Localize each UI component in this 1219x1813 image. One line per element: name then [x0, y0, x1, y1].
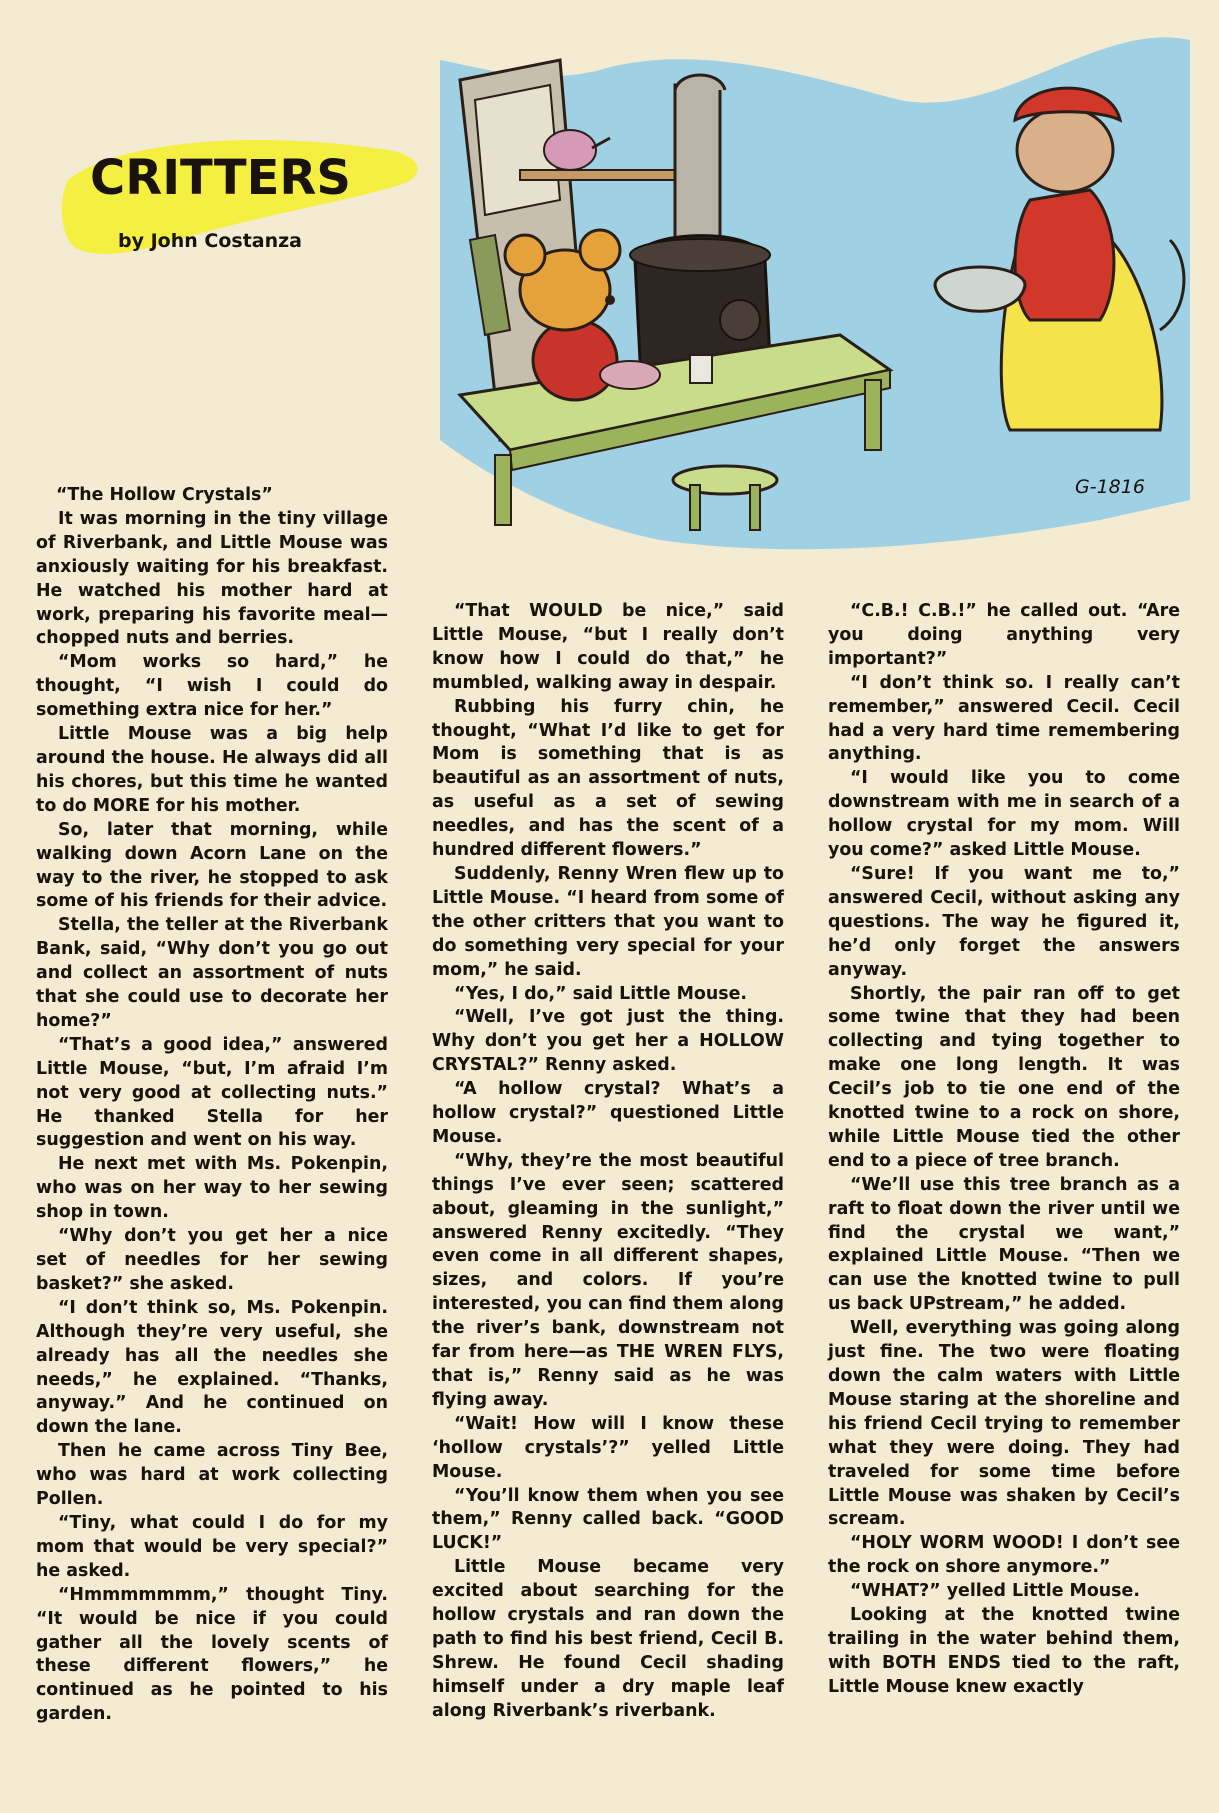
paragraph: Little Mouse was a big help around the house. He always did all his chores, but this time he wanted to do MORE for his mother.: [36, 724, 388, 816]
paragraph: “HOLY WORM WOOD! I don’t see the rock on shore anymore.”: [828, 1533, 1180, 1578]
paragraph: “We’ll use this tree branch as a raft to float down the river until we find the crystal we want,” explained Little Mouse. “Then we can use the knotted twine to pull us back UPstream,” he added.: [828, 1174, 1180, 1315]
page-title: CRITTERS: [90, 150, 351, 206]
article-column-1: [36, 484, 388, 1727]
paragraph: “I would like you to come downstream with me in search of a hollow crystal for my mom. Will you come?” asked Little Mouse.: [828, 768, 1180, 861]
paragraph: “WHAT?” yelled Little Mouse.: [850, 1581, 1140, 1602]
paragraph: Shortly, the pair ran off to get some twine that they had been collecting and tying together to make one long length. It was Cecil’s job to tie one end of the knotted twine to a rock on shore, while Little Mouse tied the other end to a piece of tree branch.: [828, 983, 1180, 1171]
paragraph: “You’ll know them when you see them,” Renny called back. “GOOD LUCK!”: [432, 1485, 784, 1554]
paragraph: Little Mouse became very excited about searching for the hollow crystals and ran down the path to find his best friend, Cecil B. Shrew. He found Cecil shading himself under a dry maple leaf along Riverbank’s riverbank.: [432, 1557, 784, 1721]
paragraph: So, later that morning, while walking down Acorn Lane on the way to the river, he stopped to ask some of his friends for their advice.: [36, 819, 388, 912]
paragraph: “I don’t think so, Ms. Pokenpin. Although they’re very useful, she already has all the needles she needs,” he explained. “Thanks, anyway.” And he continued on down the lane.: [36, 1297, 388, 1438]
paragraph: “C.B.! C.B.!” he called out. “Are you doing anything very important?”: [828, 601, 1180, 669]
paragraph: Suddenly, Renny Wren flew up to Little Mouse. “I heard from some of the other critters that you want to do something very special for your mom,” he said.: [432, 863, 784, 980]
paragraph: “Well, I’ve got just the thing. Why don’t you get her a HOLLOW CRYSTAL?” Renny asked.: [432, 1007, 784, 1076]
paragraph: “I don’t think so. I really can’t remember,” answered Cecil. Cecil had a very hard time remembering anything.: [828, 672, 1180, 765]
paragraph: Then he came across Tiny Bee, who was hard at work collecting Pollen.: [36, 1441, 388, 1510]
paragraph: “That WOULD be nice,” said Little Mouse, “but I really don’t know how I could do that,” he mumbled, walking away in despair.: [432, 601, 784, 693]
paragraph: “Tiny, what could I do for my mom that would be very special?” he asked.: [36, 1512, 388, 1581]
paragraph: “Wait! How will I know these ‘hollow crystals’?” yelled Little Mouse.: [432, 1413, 784, 1482]
article-column-2: [432, 600, 784, 1724]
article-column-3: [828, 600, 1180, 1700]
art-code-label: G-1816: [1075, 476, 1145, 498]
paragraph: It was morning in the tiny village of Riverbank, and Little Mouse was anxiously waiting for his breakfast. He watched his mother hard at work, preparing his favorite meal—chopped nuts and berries.: [36, 508, 388, 649]
paragraph: Well, everything was going along just fine. The two were floating down the calm waters with Little Mouse staring at the shoreline and his friend Cecil trying to remember what they were doing. They had traveled for some time before Little Mouse was shaken by Cecil’s scream.: [828, 1318, 1180, 1530]
paragraph: Rubbing his furry chin, he thought, “What I’d like to get for Mom is something that is as beautiful as an assortment of nuts, as useful as a set of sewing needles, and has the scent of a hundred different flowers.”: [432, 696, 784, 861]
paragraph: “Why, they’re the most beautiful things I’ve ever seen; scattered about, gleaming in the sunlight,” answered Renny excitedly. “They even come in all different shapes, sizes, and colors. If you’re interested, you can find them along the river’s bank, downstream not far from here—as THE WREN FLYS, that is,” Renny said as he was flying away.: [432, 1150, 784, 1410]
story-title: “The Hollow Crystals”: [56, 485, 273, 505]
paragraph: “Yes, I do,” said Little Mouse.: [454, 983, 747, 1004]
paragraph: Stella, the teller at the Riverbank Bank, said, “Why don’t you go out and collect an assortment of nuts that she could use to decorate her home?”: [36, 915, 388, 1031]
paragraph: “Mom works so hard,” he thought, “I wish I could do something extra nice for her.”: [36, 652, 388, 721]
paragraph: “Sure! If you want me to,” answered Cecil, without asking any questions. The way he figured it, he’d only forget the answers anyway.: [828, 863, 1180, 980]
byline: by John Costanza: [118, 230, 303, 252]
paragraph: He next met with Ms. Pokenpin, who was on her way to her sewing shop in town.: [36, 1154, 388, 1223]
paragraph: “A hollow crystal? What’s a hollow crystal?” questioned Little Mouse.: [432, 1079, 784, 1147]
paragraph: “That’s a good idea,” answered Little Mouse, “but, I’m afraid I’m not very good at collecting nuts.” He thanked Stella for her suggestion and went on his way.: [36, 1034, 388, 1151]
paragraph: “Why don’t you get her a nice set of needles for her sewing basket?” she asked.: [36, 1226, 388, 1294]
paragraph: Looking at the knotted twine trailing in the water behind them, with BOTH ENDS tied to the raft, Little Mouse knew exactly: [828, 1605, 1180, 1697]
paragraph: “Hmmmmmmm,” thought Tiny. “It would be nice if you could gather all the lovely scents of these different flowers,” he continued as he pointed to his garden.: [36, 1584, 388, 1725]
